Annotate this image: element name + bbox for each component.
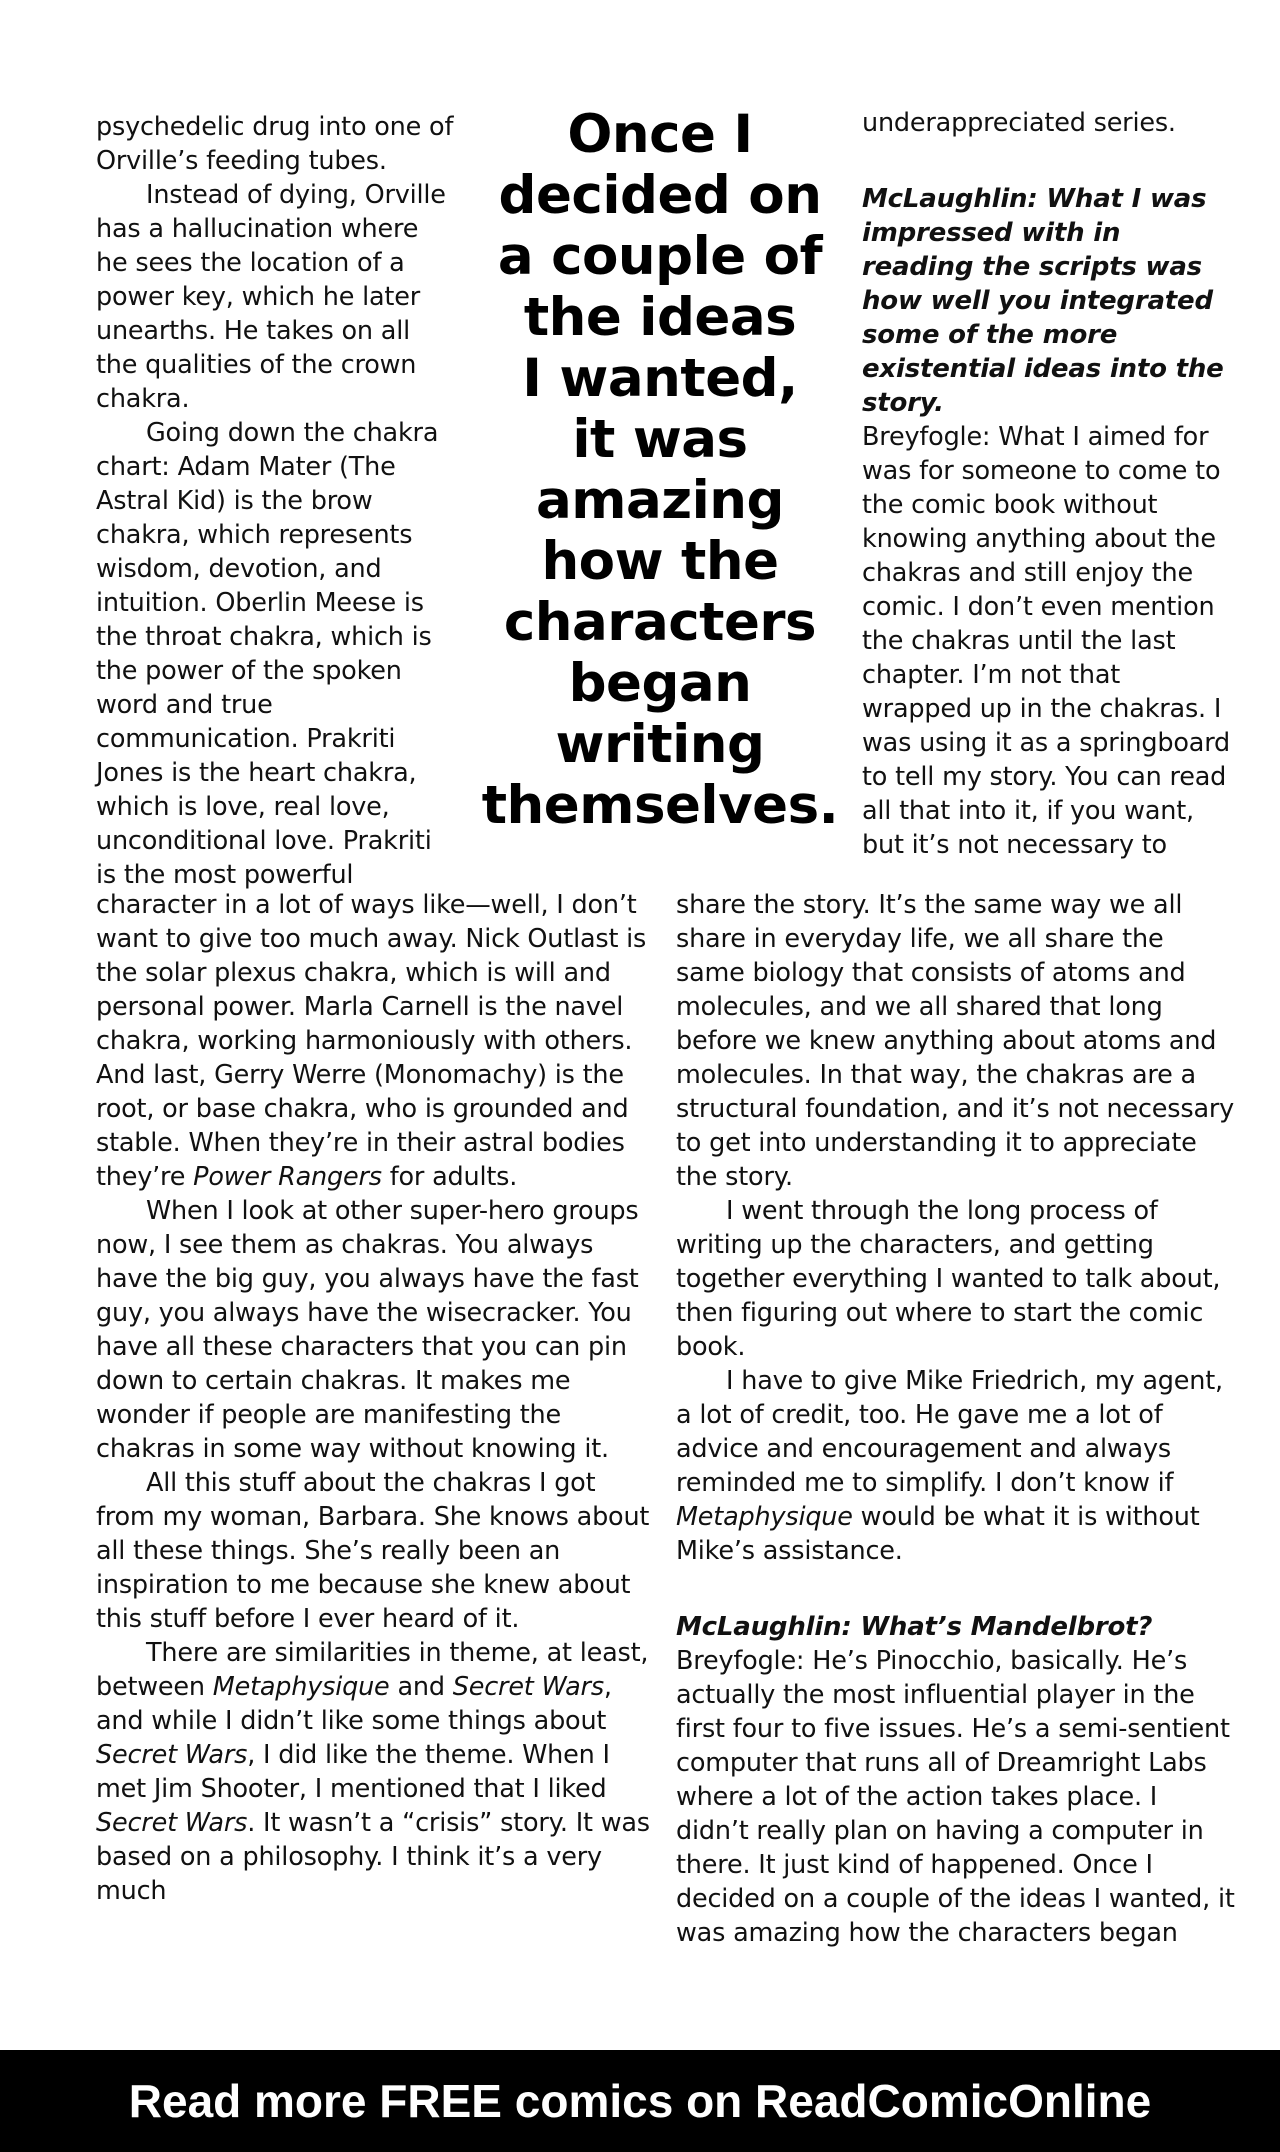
pull-quote-line: Once I bbox=[567, 104, 753, 165]
paragraph: I went through the long process of writing up the characters, and getting together everything I wanted to talk about, then figuring out where to start the comic book. bbox=[676, 1196, 1221, 1362]
left-column-top bbox=[96, 110, 456, 892]
interview-answer-continued: share the story. It’s the same way we all share in everyday life, we all share the same biology that consists of atoms and molecules, and we all shared that long before we knew anything about atoms and molecules. In that way, the chakras are a structural foundation, and it’s not necessary to get into understanding it to appreciate the story. bbox=[676, 890, 1235, 1192]
pull-quote-line: decided on bbox=[498, 165, 822, 226]
interview-answer: Breyfogle: What I aimed for was for someone to come to the comic book without knowing anything about the chakras and still enjoy the comic. I don’t even mention the chakras until the last chapter. I’m not that wrapped up in the chakras. I was using it as a springboard to tell my story. You can read all that into it, if you want, but it’s not necessary to bbox=[862, 422, 1231, 860]
pull-quote-line: it was bbox=[572, 409, 748, 470]
pull-quote-line: writing bbox=[555, 714, 765, 775]
paragraph: underappreciated series. bbox=[862, 108, 1176, 138]
right-column-bottom bbox=[676, 888, 1236, 1950]
paragraph: There are similarities in theme, at least, between Metaphysique and Secret Wars, and while I didn’t like some things about Secret Wars, I did like the theme. When I met Jim Shooter, I mentioned that I liked Secret Wars. It wasn’t a “crisis” story. It was based on a philosophy. I think it’s a very much bbox=[96, 1638, 650, 1906]
pull-quote bbox=[470, 104, 850, 836]
paragraph: I have to give Mike Friedrich, my agent, a lot of credit, too. He gave me a lot of advice and encouragement and always reminded me to simplify. I don’t know if Metaphysique would be what it is without Mike’s assistance. bbox=[676, 1366, 1223, 1566]
paragraph: character in a lot of ways like—well, I don’t want to give too much away. Nick Outlast is the solar plexus chakra, which is will and personal power. Marla Carnell is the navel chakra, working harmoniously with others. And last, Gerry Werre (Monomachy) is the root, or base chakra, who is grounded and stable. When they’re in their astral bodies they’re Power Rangers for adults. bbox=[96, 890, 647, 1192]
pull-quote-line: themselves. bbox=[481, 775, 839, 836]
pull-quote-line: characters bbox=[503, 592, 817, 653]
right-column-top bbox=[862, 106, 1232, 862]
pull-quote-line: a couple of bbox=[497, 226, 823, 287]
pull-quote-line: the ideas bbox=[523, 287, 797, 348]
pull-quote-line: I wanted, bbox=[522, 348, 798, 409]
paragraph: When I look at other super-hero groups now, I see them as chakras. You always have the big guy, you always have the fast guy, you always have the wisecracker. You have all these characters that you can pin down to certain chakras. It makes me wonder if people are manifesting the chakras in some way without knowing it. bbox=[96, 1196, 639, 1464]
paragraph: Going down the chakra chart: Adam Mater (The Astral Kid) is the brow chakra, which represents wisdom, devotion, and intuition. Oberlin Meese is the throat chakra, which is the power of the spoken word and true communication. Prakriti Jones is the heart chakra, which is love, real love, unconditional love. Prakriti is the most powerful bbox=[96, 418, 439, 890]
interview-answer: Breyfogle: He’s Pinocchio, basically. He’s actually the most influential player in the first four to five issues. He’s a semi-sentient computer that runs all of Dreamright Labs where a lot of the action takes place. I didn’t really plan on having a computer in there. It just kind of happened. Once I decided on a couple of the ideas I wanted, it was amazing how the characters began bbox=[676, 1646, 1235, 1948]
pull-quote-line: amazing bbox=[536, 470, 784, 531]
paragraph: All this stuff about the chakras I got from my woman, Barbara. She knows about all these things. She’s really been an inspiration to me because she knew about this stuff before I ever heard of it. bbox=[96, 1468, 650, 1634]
title-emphasis: Power Rangers bbox=[193, 1162, 382, 1192]
paragraph: Instead of dying, Orville has a hallucination where he sees the location of a power key, which he later unearths. He takes on all the qualities of the crown chakra. bbox=[96, 180, 446, 414]
interview-question: McLaughlin: What I was impressed with in reading the scripts was how well you integrated some of the more existential ideas into the story. bbox=[862, 184, 1224, 418]
left-column-bottom bbox=[96, 888, 656, 1908]
interview-question: McLaughlin: What’s Mandelbrot? bbox=[676, 1612, 1153, 1642]
promo-banner[interactable] bbox=[0, 2050, 1280, 2152]
pull-quote-line: how the bbox=[541, 531, 779, 592]
promo-banner-text[interactable]: Read more FREE comics on ReadComicOnline bbox=[128, 2075, 1152, 2127]
pull-quote-line: began bbox=[568, 653, 752, 714]
paragraph: psychedelic drug into one of Orville’s feeding tubes. bbox=[96, 112, 454, 176]
